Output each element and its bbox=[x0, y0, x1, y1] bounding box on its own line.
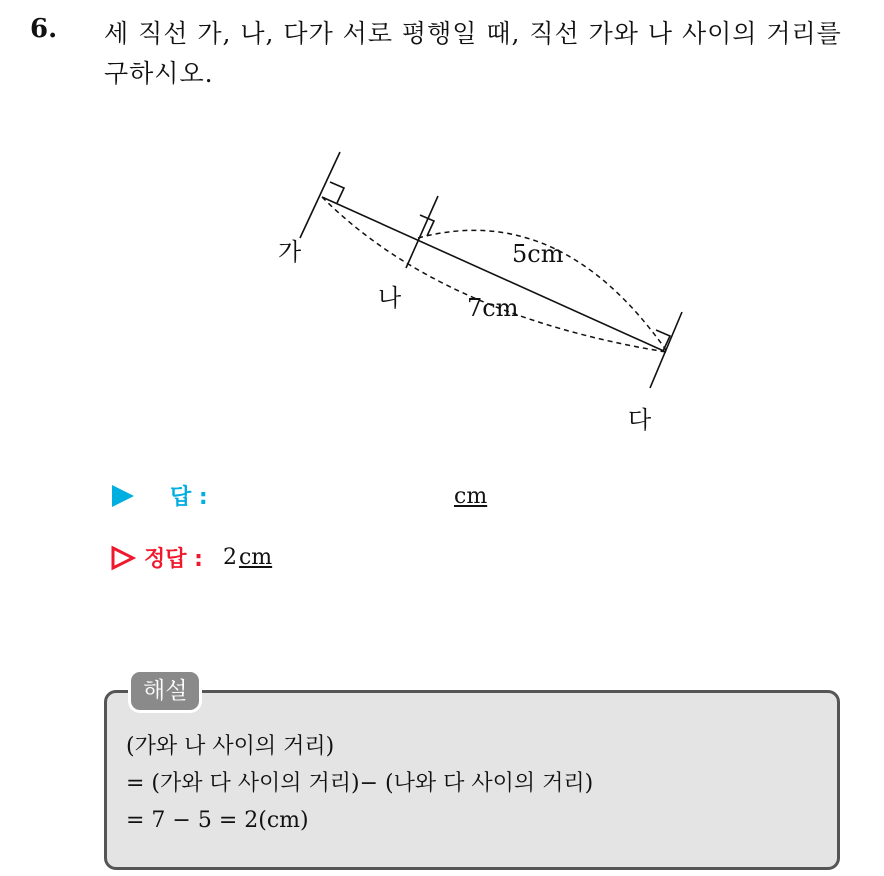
explanation-tab: 해설 bbox=[128, 669, 202, 713]
explanation-line: = (가와 다 사이의 거리)− (나와 다 사이의 거리) bbox=[126, 771, 594, 796]
explanation-content bbox=[126, 728, 593, 839]
answer-unit: cm bbox=[454, 484, 488, 509]
label-ga: 가 bbox=[278, 238, 302, 266]
length-5cm: 5cm bbox=[512, 240, 564, 268]
play-filled-icon bbox=[110, 483, 136, 509]
correct-answer-unit: cm bbox=[238, 545, 273, 570]
correct-answer-row bbox=[110, 542, 272, 573]
perpendicular-segment bbox=[322, 197, 666, 352]
question-number: 6. bbox=[30, 14, 58, 44]
label-na: 나 bbox=[378, 284, 402, 312]
explanation-line: = 7 − 5 = 2(cm) bbox=[126, 808, 309, 833]
question-text: 세 직선 가, 나, 다가 서로 평행일 때, 직선 가와 나 사이의 거리를 구하시오. bbox=[104, 19, 842, 88]
correct-answer-value: 2 bbox=[222, 545, 237, 570]
answer-label: 답 : bbox=[170, 485, 208, 510]
parallel-lines-figure bbox=[260, 140, 700, 440]
line-na bbox=[406, 196, 438, 268]
label-da: 다 bbox=[628, 406, 652, 434]
line-ga bbox=[300, 152, 340, 238]
answer-row bbox=[110, 480, 488, 511]
right-angle-mark-ga bbox=[330, 182, 344, 203]
length-7cm: 7cm bbox=[467, 294, 519, 322]
correct-answer-label: 정답 : bbox=[144, 547, 203, 572]
play-outline-icon bbox=[110, 545, 136, 571]
explanation-line: (가와 나 사이의 거리) bbox=[126, 734, 335, 759]
